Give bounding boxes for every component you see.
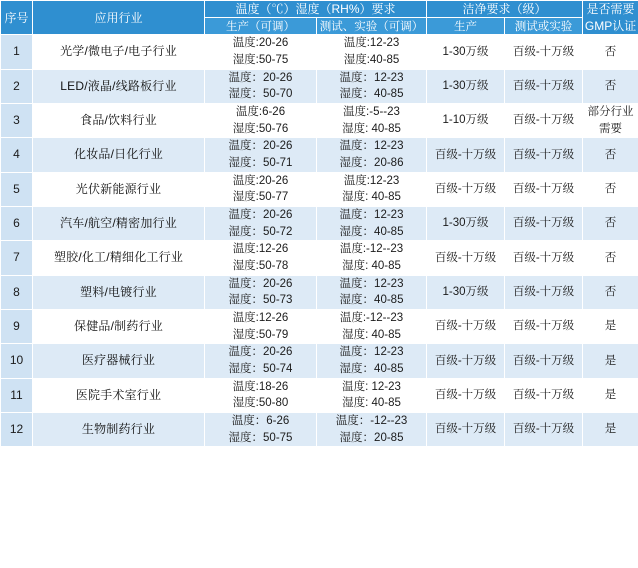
row-clean-production: 百级-十万级 [427,378,505,412]
row-gmp: 否 [583,69,638,103]
row-production-condition [205,378,317,412]
row-production-condition [205,344,317,378]
test-humidity: 湿度: 40-85 [342,259,401,272]
row-index: 5 [1,172,33,206]
test-humidity: 湿度:40-85 [343,53,400,66]
production-temperature: 温度：20-26 [228,208,293,221]
row-test-condition [317,378,427,412]
row-clean-test: 百级-十万级 [505,412,583,446]
production-humidity: 湿度:50-78 [232,259,289,272]
row-test-condition [317,309,427,343]
header-gmp: 是否需要GMP认证 [583,1,638,35]
row-clean-test: 百级-十万级 [505,172,583,206]
table-row [1,206,638,240]
production-humidity: 湿度:50-80 [232,397,289,410]
test-temperature: 温度：12-23 [339,208,404,221]
row-test-condition [317,138,427,172]
header-production-adjustable: 生产（可调） [205,18,317,35]
test-temperature: 温度: 12-23 [342,380,401,393]
row-index: 7 [1,241,33,275]
production-temperature: 温度:20-26 [232,37,289,50]
row-index: 4 [1,138,33,172]
table-row [1,172,638,206]
row-test-condition [317,69,427,103]
header-test-experiment: 测试、实验（可调） [317,18,427,35]
row-production-condition [205,275,317,309]
row-industry: 生物制药行业 [33,412,205,446]
production-temperature: 温度：20-26 [228,346,293,359]
row-production-condition [205,241,317,275]
table-row [1,275,638,309]
row-clean-production: 1-30万级 [427,206,505,240]
row-industry: 塑料/电镀行业 [33,275,205,309]
row-production-condition [205,35,317,69]
production-humidity: 湿度：50-75 [228,431,293,444]
test-humidity: 湿度：40-85 [339,294,404,307]
row-industry: 医院手术室行业 [33,378,205,412]
row-gmp: 是 [583,378,638,412]
table-row [1,344,638,378]
table-row [1,378,638,412]
row-industry: 食品/饮料行业 [33,103,205,137]
row-industry: 塑胶/化工/精细化工行业 [33,241,205,275]
production-humidity: 湿度：50-73 [228,294,293,307]
row-production-condition [205,309,317,343]
header-clean-production: 生产 [427,18,505,35]
row-industry: 医疗器械行业 [33,344,205,378]
row-test-condition [317,172,427,206]
row-clean-test: 百级-十万级 [505,206,583,240]
production-temperature: 温度:6-26 [235,105,286,118]
production-humidity: 湿度：50-72 [228,225,293,238]
production-temperature: 温度：20-26 [228,277,293,290]
test-humidity: 湿度：20-85 [339,431,404,444]
test-temperature: 温度：12-23 [339,277,404,290]
row-index: 2 [1,69,33,103]
row-gmp: 否 [583,138,638,172]
production-temperature: 温度:20-26 [232,174,289,187]
table-row [1,241,638,275]
row-production-condition [205,206,317,240]
production-humidity: 湿度：50-71 [228,156,293,169]
row-index: 9 [1,309,33,343]
row-production-condition [205,172,317,206]
row-test-condition [317,35,427,69]
header-clean-test: 测试或实验 [505,18,583,35]
row-clean-test: 百级-十万级 [505,309,583,343]
table-row [1,69,638,103]
row-production-condition [205,412,317,446]
row-clean-test: 百级-十万级 [505,138,583,172]
header-seq: 序号 [1,1,33,35]
row-clean-production: 百级-十万级 [427,172,505,206]
production-temperature: 温度:12-26 [232,311,289,324]
row-clean-production: 百级-十万级 [427,309,505,343]
row-index: 12 [1,412,33,446]
production-temperature: 温度：6-26 [231,414,290,427]
table-header-row-1 [1,1,638,18]
row-gmp: 是 [583,412,638,446]
row-production-condition [205,138,317,172]
row-index: 1 [1,35,33,69]
row-index: 8 [1,275,33,309]
row-test-condition [317,103,427,137]
row-clean-test: 百级-十万级 [505,35,583,69]
production-humidity: 湿度:50-77 [232,191,289,204]
row-industry: 光伏新能源行业 [33,172,205,206]
row-index: 11 [1,378,33,412]
row-clean-production: 1-30万级 [427,69,505,103]
production-temperature: 温度：20-26 [228,71,293,84]
header-cleanliness-group: 洁净要求（级） [427,1,583,18]
test-humidity: 湿度: 40-85 [342,328,401,341]
row-gmp: 否 [583,172,638,206]
test-temperature: 温度：12-23 [339,140,404,153]
test-humidity: 湿度: 40-85 [342,122,401,135]
row-clean-test: 百级-十万级 [505,344,583,378]
production-temperature: 温度:18-26 [232,380,289,393]
row-gmp: 否 [583,206,638,240]
production-humidity: 湿度：50-74 [228,362,293,375]
row-clean-production: 百级-十万级 [427,138,505,172]
production-humidity: 湿度:50-75 [232,53,289,66]
row-clean-test: 百级-十万级 [505,103,583,137]
test-temperature: 温度:12-23 [343,174,400,187]
test-humidity: 湿度：40-85 [339,88,404,101]
row-clean-test: 百级-十万级 [505,378,583,412]
test-temperature: 温度：12-23 [339,71,404,84]
row-clean-production: 1-10万级 [427,103,505,137]
table-row [1,103,638,137]
row-clean-production: 百级-十万级 [427,241,505,275]
row-clean-production: 百级-十万级 [427,344,505,378]
row-industry: 保健品/制药行业 [33,309,205,343]
test-temperature: 温度:12-23 [343,37,400,50]
row-gmp: 否 [583,275,638,309]
test-humidity: 湿度：40-85 [339,225,404,238]
row-gmp: 部分行业需要 [583,103,638,137]
test-temperature: 温度:-12--23 [339,311,404,324]
test-temperature: 温度:-12--23 [339,243,404,256]
header-industry: 应用行业 [33,1,205,35]
header-temp-humidity-group: 温度（℃）湿度（RH%）要求 [205,1,427,18]
row-test-condition [317,241,427,275]
row-gmp: 是 [583,344,638,378]
row-production-condition [205,103,317,137]
row-test-condition [317,344,427,378]
row-industry: 汽车/航空/精密加行业 [33,206,205,240]
table-row [1,412,638,446]
row-industry: 化妆品/日化行业 [33,138,205,172]
row-clean-production: 百级-十万级 [427,412,505,446]
test-humidity: 湿度：20-86 [339,156,404,169]
row-industry: 光学/微电子/电子行业 [33,35,205,69]
table-row [1,138,638,172]
row-gmp: 否 [583,241,638,275]
test-temperature: 温度：-12--23 [335,414,408,427]
test-humidity: 湿度: 40-85 [342,191,401,204]
test-humidity: 湿度: 40-85 [342,397,401,410]
production-humidity: 湿度:50-79 [232,328,289,341]
production-humidity: 湿度：50-70 [228,88,293,101]
production-temperature: 温度：20-26 [228,140,293,153]
row-clean-test: 百级-十万级 [505,275,583,309]
test-temperature: 温度：12-23 [339,346,404,359]
row-industry: LED/液晶/线路板行业 [33,69,205,103]
row-gmp: 否 [583,35,638,69]
row-clean-test: 百级-十万级 [505,69,583,103]
table-row [1,35,638,69]
row-clean-production: 1-30万级 [427,35,505,69]
row-gmp: 是 [583,309,638,343]
row-production-condition [205,69,317,103]
row-test-condition [317,206,427,240]
row-clean-production: 1-30万级 [427,275,505,309]
test-humidity: 湿度：40-85 [339,362,404,375]
table-row [1,309,638,343]
production-temperature: 温度:12-26 [232,243,289,256]
row-test-condition [317,412,427,446]
row-test-condition [317,275,427,309]
test-temperature: 温度:-5--23 [343,105,400,118]
production-humidity: 湿度:50-76 [232,122,289,135]
row-index: 3 [1,103,33,137]
row-clean-test: 百级-十万级 [505,241,583,275]
row-index: 10 [1,344,33,378]
row-index: 6 [1,206,33,240]
